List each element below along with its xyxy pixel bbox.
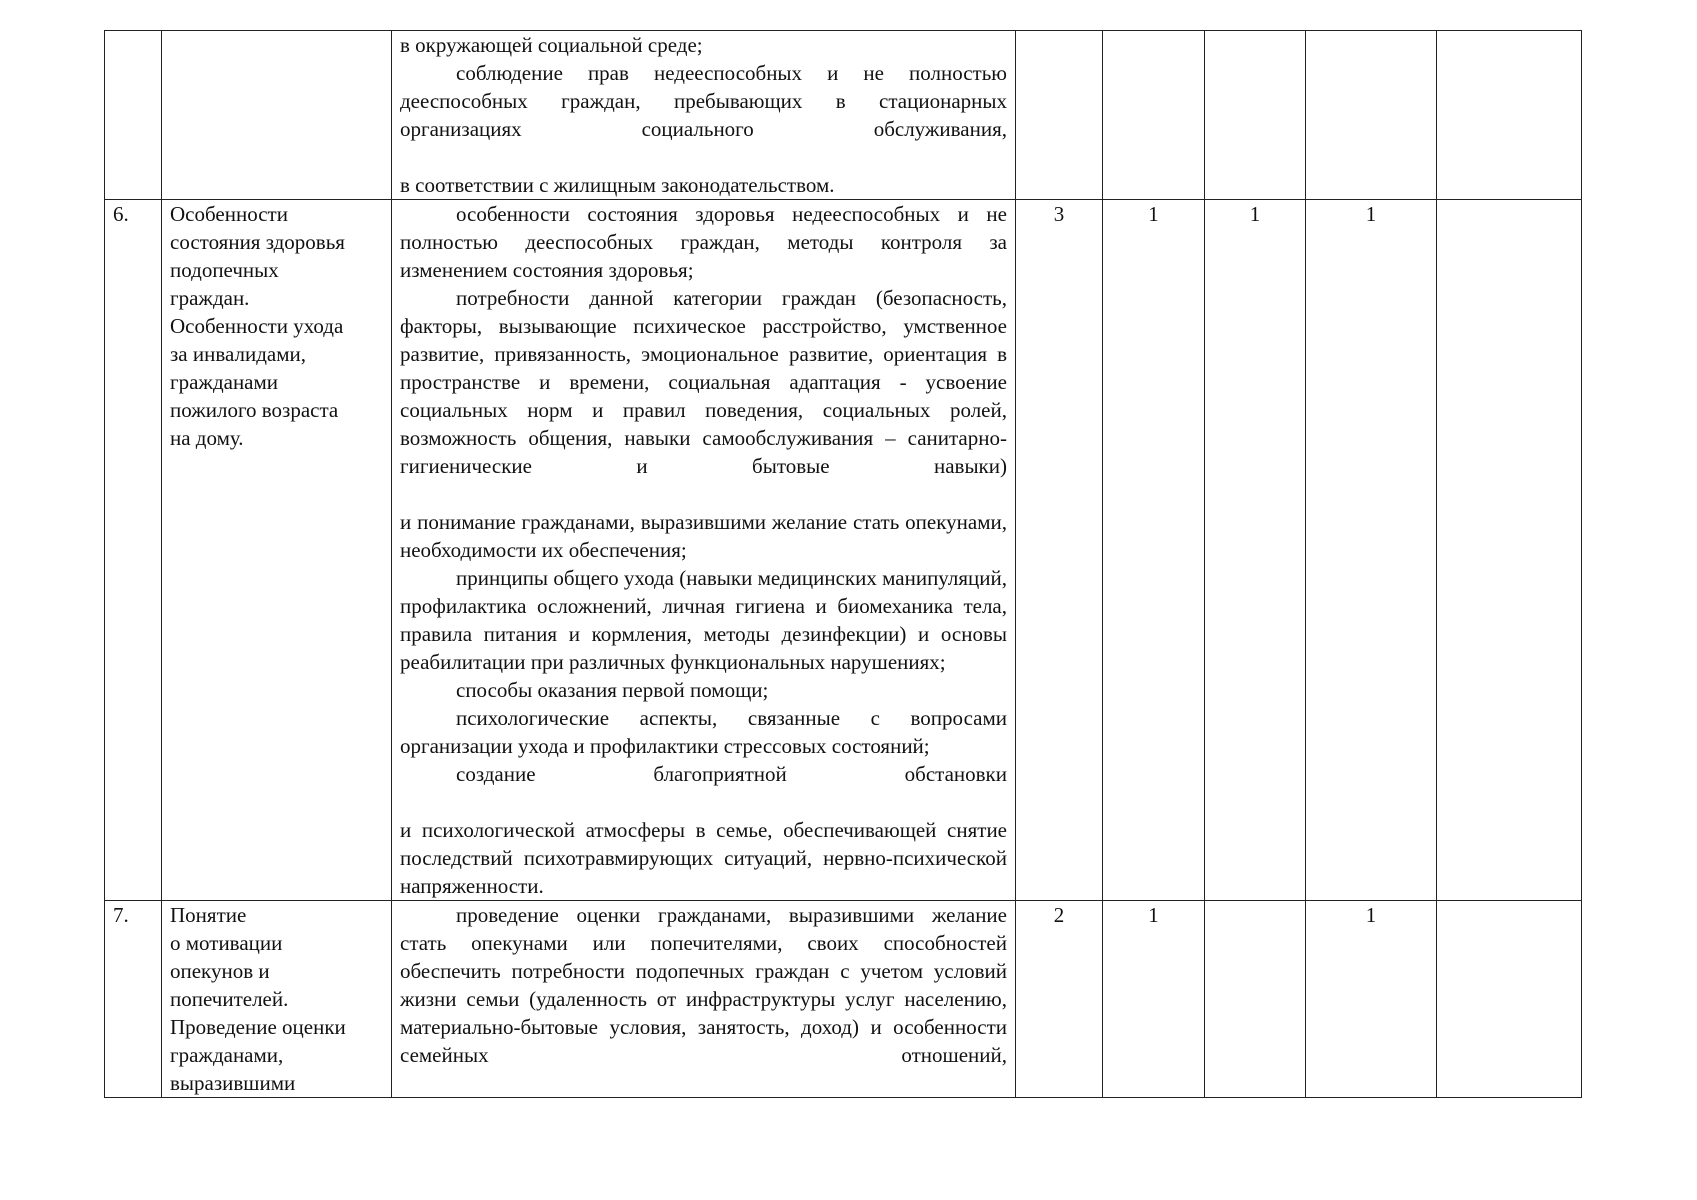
curriculum-table [104,30,1582,1098]
content-paragraph: психологические аспекты, связанные с вопросами организации ухода и профилактики стрессовых состояний; [400,706,1007,758]
topic-line: гражданами [170,370,279,394]
hours-col-c-cell [1306,200,1437,901]
content-cell [392,200,1016,901]
hours-value: 2 [1053,903,1065,927]
hours-col-a-cell [1103,200,1205,901]
hours-col-d-cell [1437,31,1582,200]
hours-col-c-cell [1306,31,1437,200]
topic-line: пожилого возраста [170,398,339,422]
hours-col-b-cell [1205,200,1306,901]
topic-line: на дому. [170,426,244,450]
topic-line: Проведение оценки [170,1015,346,1039]
hours-col-b-cell [1205,901,1306,1098]
content-paragraph: создание благоприятной обстановки [456,762,1007,786]
hours-col-d-cell [1437,200,1582,901]
topic-line: за инвалидами, [170,342,306,366]
content-paragraph: соблюдение прав недееспособных и не полностью дееспособных граждан, пребывающих в стационарных организациях социального обслуживания, [400,61,1007,141]
topic-line: Особенности ухода [170,314,344,338]
row-number-cell [105,200,162,901]
topic-line: выразившими [170,1071,296,1095]
topic-line: попечителей. [170,987,289,1011]
content-paragraph: проведение оценки гражданами, выразившими желание стать опекунами или попечителями, своих способностей обеспечить потребности подопечных граждан с учетом условий жизни семьи (удаленность от инфраструктуры услуг населению, материально-бытовые условия, занятость, доход) и особенности семейных отношений, [400,903,1007,1067]
topic-line: опекунов и [170,959,270,983]
topic-line: Особенности [170,202,288,226]
row-number: 7. [113,903,129,927]
row-number-cell [105,31,162,200]
content-paragraph: способы оказания первой помощи; [456,678,769,702]
table-row [105,31,1582,200]
topic-line: подопечных [170,258,279,282]
hours-total-cell [1016,31,1103,200]
hours-col-a-cell [1103,901,1205,1098]
hours-value: 1 [1365,202,1377,226]
topic-line: гражданами, [170,1043,284,1067]
row-number-cell [105,901,162,1098]
hours-value: 1 [1148,202,1159,226]
hours-value: 1 [1249,202,1261,226]
content-cell [392,901,1016,1098]
table-row [105,901,1582,1098]
content-paragraph: принципы общего ухода (навыки медицинских манипуляций, профилактика осложнений, личная гигиена и биомеханика тела, правила питания и кормления, методы дезинфекции) и основы реабилитации при различных функциональных нарушениях; [400,566,1007,674]
topic-line: состояния здоровья [170,230,345,254]
topic-cell [162,31,392,200]
content-paragraph: в соответствии с жилищным законодательством. [400,173,835,197]
topic-cell [162,200,392,901]
hours-col-b-cell [1205,31,1306,200]
topic-line: о мотивации [170,931,283,955]
content-cell [392,31,1016,200]
hours-value: 3 [1053,202,1065,226]
hours-col-c-cell [1306,901,1437,1098]
hours-total-cell [1016,901,1103,1098]
content-paragraph: потребности данной категории граждан (безопасность, факторы, вызывающие психическое расстройство, умственное развитие, привязанность, эмоциональное развитие, ориентация в пространстве и времени, социальная адаптация - усвоение социальных норм и правил поведения, социальных ролей, возможность общения, навыки самообслуживания – санитарно-гигиенические и бытовые навыки) [400,286,1007,478]
content-paragraph: и психологической атмосферы в семье, обеспечивающей снятие последствий психотравмирующих ситуаций, нервно-психической напряженности. [400,818,1007,898]
row-number: 6. [113,202,129,226]
hours-value: 1 [1148,903,1159,927]
content-paragraph: особенности состояния здоровья недееспособных и не полностью дееспособных граждан, методы контроля за изменением состояния здоровья; [400,202,1007,282]
hours-value: 1 [1365,903,1377,927]
hours-col-a-cell [1103,31,1205,200]
hours-col-d-cell [1437,901,1582,1098]
topic-line: граждан. [170,286,250,310]
topic-cell [162,901,392,1098]
table-row [105,200,1582,901]
content-paragraph: и понимание гражданами, выразившими желание стать опекунами, необходимости их обеспечения; [400,510,1007,562]
topic-line: Понятие [170,903,247,927]
table-body [105,31,1582,1098]
hours-total-cell [1016,200,1103,901]
content-paragraph: в окружающей социальной среде; [400,33,703,57]
